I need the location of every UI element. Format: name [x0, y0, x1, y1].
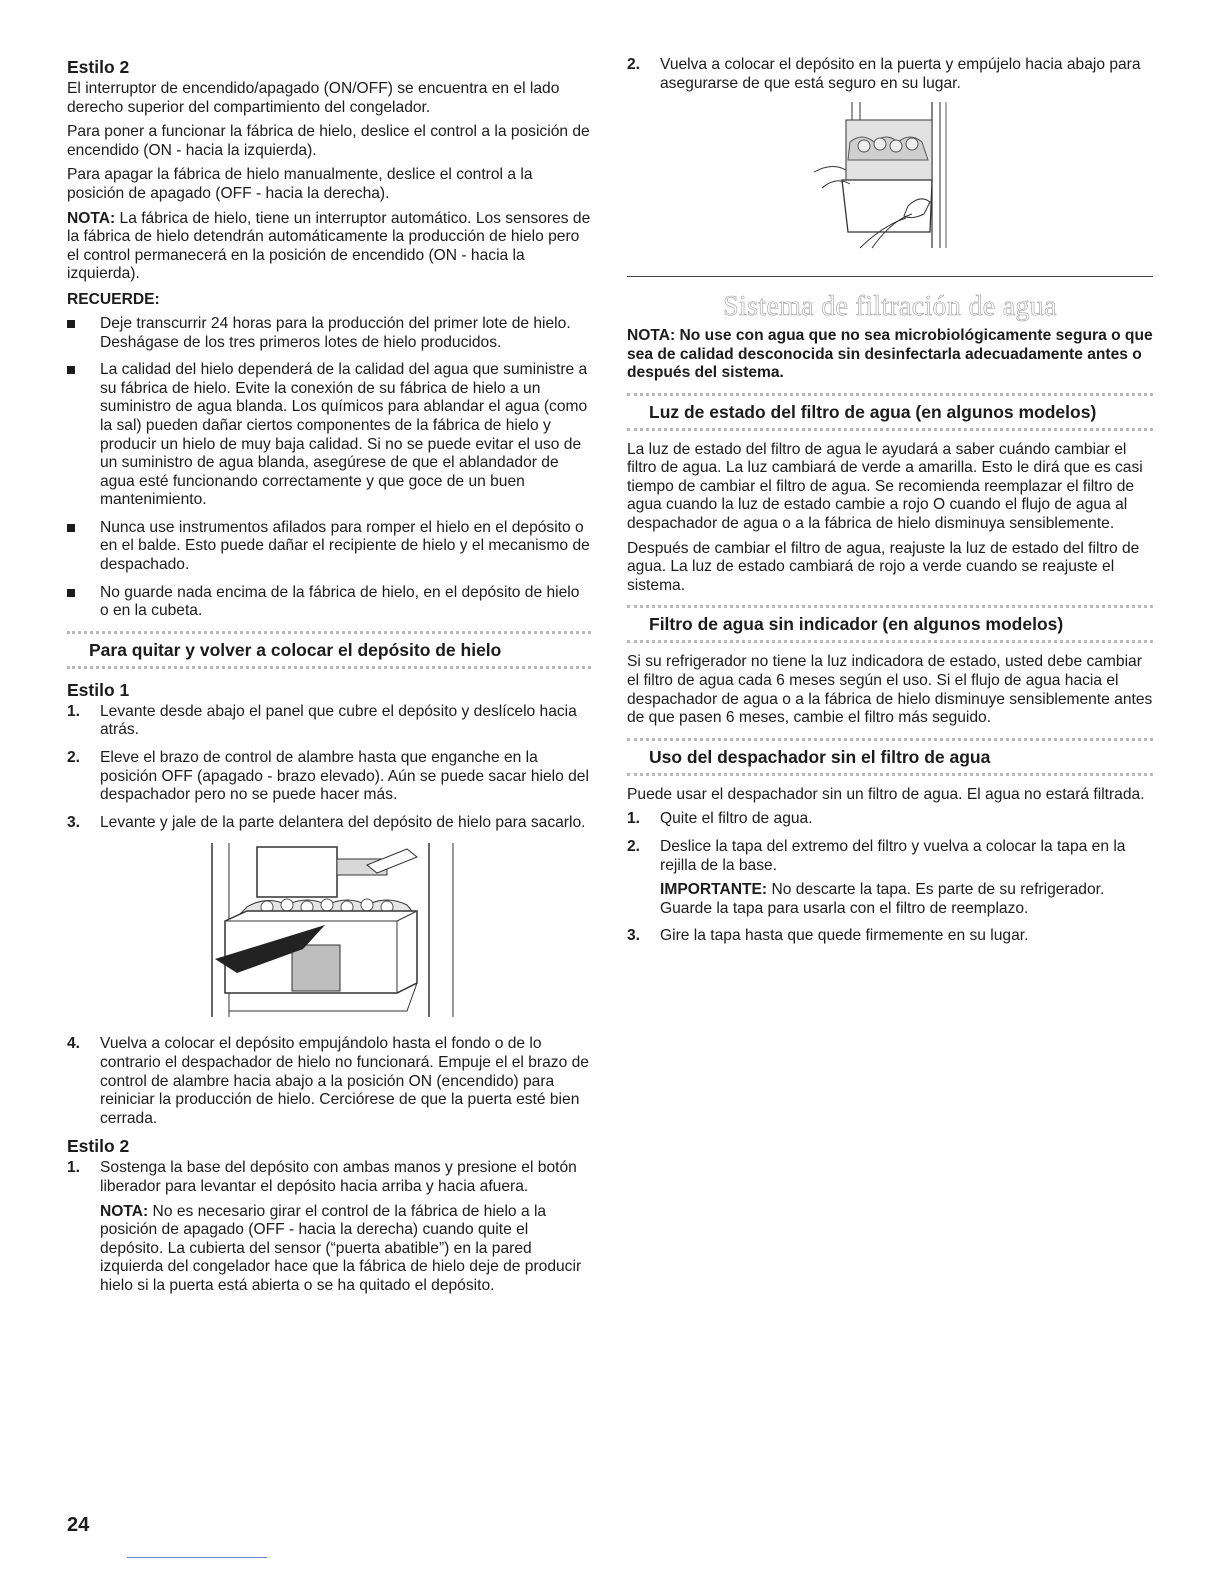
list-item-text: No guarde nada encima de la fábrica de hielo, en el depósito de hielo o en la cubeta.: [100, 583, 580, 620]
footer-rule: [127, 1557, 267, 1558]
step-item: [627, 927, 1153, 946]
importante-text: No descarte la tapa. Es parte de su refrigerador. Guarde la tapa para usarla con el filtro de reemplazo.: [660, 881, 1105, 917]
page-number: 24: [67, 1514, 90, 1536]
estilo1-heading: Estilo 1: [67, 679, 130, 700]
paragraph: Puede usar el despachador sin un filtro de agua. El agua no estará filtrada.: [627, 785, 1145, 803]
list-item-text: Nunca use instrumentos afilados para romper el hielo en el depósito o en el balde. Esto puede dañar el recipiente de hielo y el mecanismo de despachado.: [100, 518, 590, 574]
sin-indicador-section-title: Filtro de agua sin indicador (en algunos modelos): [649, 614, 1064, 635]
section-divider: [627, 276, 1153, 277]
nota-text: No es necesario girar el control de la fábrica de hielo a la posición de apagado (OFF - hacia la derecha) cuando quite el depósito. La cubierta del sensor (“puerta abatible”) en la pared izquierda del congelador hace que la fábrica de hielo deje de producir hielo si la puerta está abierta o se ha quitado el depósito.: [100, 1202, 582, 1294]
step-item: [67, 1035, 591, 1128]
step-text: Levante desde abajo el panel que cubre el depósito y deslícelo hacia atrás.: [100, 702, 577, 739]
ice-bin-door-drawing: [812, 102, 962, 252]
step-number: 4.: [67, 1035, 81, 1053]
step-item: [627, 838, 1153, 918]
left-column: [67, 56, 591, 1305]
step-item: [627, 810, 1153, 829]
section-heading-bar: [627, 738, 1153, 776]
section-heading-bar: [627, 605, 1153, 643]
right-column: [627, 56, 1153, 955]
importante-label: IMPORTANTE:: [660, 881, 768, 899]
list-item: [67, 361, 591, 510]
nota-text: La fábrica de hielo, tiene un interruptor automático. Los sensores de la fábrica de hielo detendrán automáticamente la producción de hielo pero el control permanecerá en la posición de encendido (ON - hacia la izquierda).: [67, 209, 591, 283]
bullet-icon: [67, 320, 75, 328]
step-item: [67, 703, 591, 740]
step-text: Sostenga la base del depósito con ambas manos y presione el botón liberador para levantar el depósito hacia arriba y hacia afuera.: [100, 1159, 577, 1195]
step-number: 2.: [627, 838, 641, 855]
nota-paragraph: [67, 210, 591, 284]
ice-bin-drawing: [207, 841, 457, 1021]
step-number: 3.: [627, 927, 641, 945]
step-item: [67, 1159, 591, 1295]
step-text: Eleve el brazo de control de alambre hasta que enganche en la posición OFF (apagado - brazo elevado). Aún se puede sacar hielo del despachador pero no se puede hacer más.: [100, 749, 589, 804]
ice-bin-replace-illustration: [812, 102, 1153, 252]
step-item: [67, 814, 591, 833]
importante-paragraph: [660, 881, 1153, 918]
style2-step2: [627, 56, 1153, 93]
list-item-text: Deje transcurrir 24 horas para la producción del primer lote de hielo. Deshágase de los tres primeros lotes de hielo producidos.: [100, 314, 571, 351]
step-number: 2.: [627, 56, 641, 73]
step-text: Gire la tapa hasta que quede firmemente en su lugar.: [660, 927, 1029, 945]
step-number: 1.: [67, 702, 81, 720]
list-item-text: La calidad del hielo dependerá de la calidad del agua que suministre a su fábrica de hielo. Evite la conexión de su fábrica de hielo a un suministro de agua blanda. Los químicos para ablandar el agua (como la sal) pueden dañar ciertos componentes de la fábrica de hielo y producir un hielo de muy baja calidad. Si no se puede evitar el uso de un suministro de agua blanda, asegúrese de que el ablandador de agua esté funcionando correctamente y que goce de un buen mantenimiento.: [100, 361, 588, 509]
step-number: 1.: [627, 810, 641, 828]
estilo1-step4: [67, 1035, 591, 1128]
step-item: [67, 749, 591, 805]
estilo2b-heading: Estilo 2: [67, 1136, 130, 1157]
recuerde-label: RECUERDE:: [67, 290, 160, 308]
step-number: 2.: [67, 749, 81, 767]
paragraph: Para poner a funcionar la fábrica de hielo, deslice el control a la posición de encendido (ON - hacia la izquierda).: [67, 123, 590, 159]
step-number: 3.: [67, 813, 81, 831]
paragraph: Si su refrigerador no tiene la luz indicadora de estado, usted debe cambiar el filtro de agua cada 6 meses según el uso. Si el flujo de agua hacia el despachador de agua o a la fábrica de hielo disminuye sensiblemente antes de que pasen 6 meses, cambie el filtro más seguido.: [627, 653, 1153, 727]
section-heading-bar: [627, 393, 1153, 431]
list-item: [67, 584, 591, 621]
step-text: Levante y jale de la parte delantera del depósito de hielo para sacarlo.: [100, 813, 586, 831]
step-text: Quite el filtro de agua.: [660, 810, 813, 828]
step-number: 1.: [67, 1159, 81, 1177]
step-item: [627, 56, 1153, 93]
list-item: [67, 315, 591, 352]
step-text: Deslice la tapa del extremo del filtro y vuelva a colocar la tapa en la rejilla de la base.: [660, 838, 1126, 874]
estilo2b-steps: [67, 1159, 591, 1295]
estilo2-heading: Estilo 2: [67, 57, 130, 77]
main-section-title: Sistema de filtración de agua: [723, 291, 1057, 323]
section-title: Para quitar y volver a colocar el depósito de hielo: [89, 639, 502, 660]
recuerde-list: [67, 315, 591, 621]
step-text: Vuelva a colocar el depósito empujándolo hasta el fondo o de lo contrario el despachador de hielo no funcionará. Empuje el el brazo de control de alambre hacia abajo a la posición ON (encendido) para reiniciar la producción de hielo. Cerciórese de que la puerta esté bien cerrada.: [100, 1035, 589, 1127]
ice-bin-removal-illustration: [207, 841, 591, 1021]
section-heading-bar: [67, 631, 591, 669]
step-text: Vuelva a colocar el depósito en la puerta y empújelo hacia abajo para asegurarse de que está seguro en su lugar.: [660, 56, 1141, 92]
paragraph: La luz de estado del filtro de agua le ayudará a saber cuándo cambiar el filtro de agua. La luz cambiará de verde a amarilla. Esto le dirá que es casi tiempo de cambiar el filtro de agua. Se recomienda reemplazar el filtro de agua cuando la luz de estado cambie a rojo O cuando el flujo de agua al despachador de agua o a la fábrica de hielo disminuya sensiblemente.: [627, 440, 1143, 533]
nota-label: NOTA:: [67, 209, 116, 227]
nota-label: NOTA:: [100, 1202, 149, 1220]
paragraph: Para apagar la fábrica de hielo manualmente, deslice el control a la posición de apagado (OFF - hacia la derecha).: [67, 166, 533, 202]
uso-steps: [627, 810, 1153, 946]
nota-paragraph: [100, 1203, 591, 1296]
paragraph: Después de cambiar el filtro de agua, reajuste la luz de estado del filtro de agua. La luz de estado cambiará de rojo a verde cuando se reajuste el sistema.: [627, 539, 1140, 594]
bold-nota: NOTA: No use con agua que no sea microbiológicamente segura o que sea de calidad desconocida sin desinfectarla adecuadamente antes o después del sistema.: [627, 327, 1153, 382]
uso-section-title: Uso del despachador sin el filtro de agua: [649, 746, 991, 767]
bullet-icon: [67, 366, 75, 374]
list-item: [67, 519, 591, 575]
luz-section-title: Luz de estado del filtro de agua (en algunos modelos): [649, 401, 1097, 422]
bullet-icon: [67, 589, 75, 597]
estilo1-steps: [67, 703, 591, 833]
bullet-icon: [67, 524, 75, 532]
paragraph: El interruptor de encendido/apagado (ON/OFF) se encuentra en el lado derecho superior del compartimiento del congelador.: [67, 80, 560, 116]
